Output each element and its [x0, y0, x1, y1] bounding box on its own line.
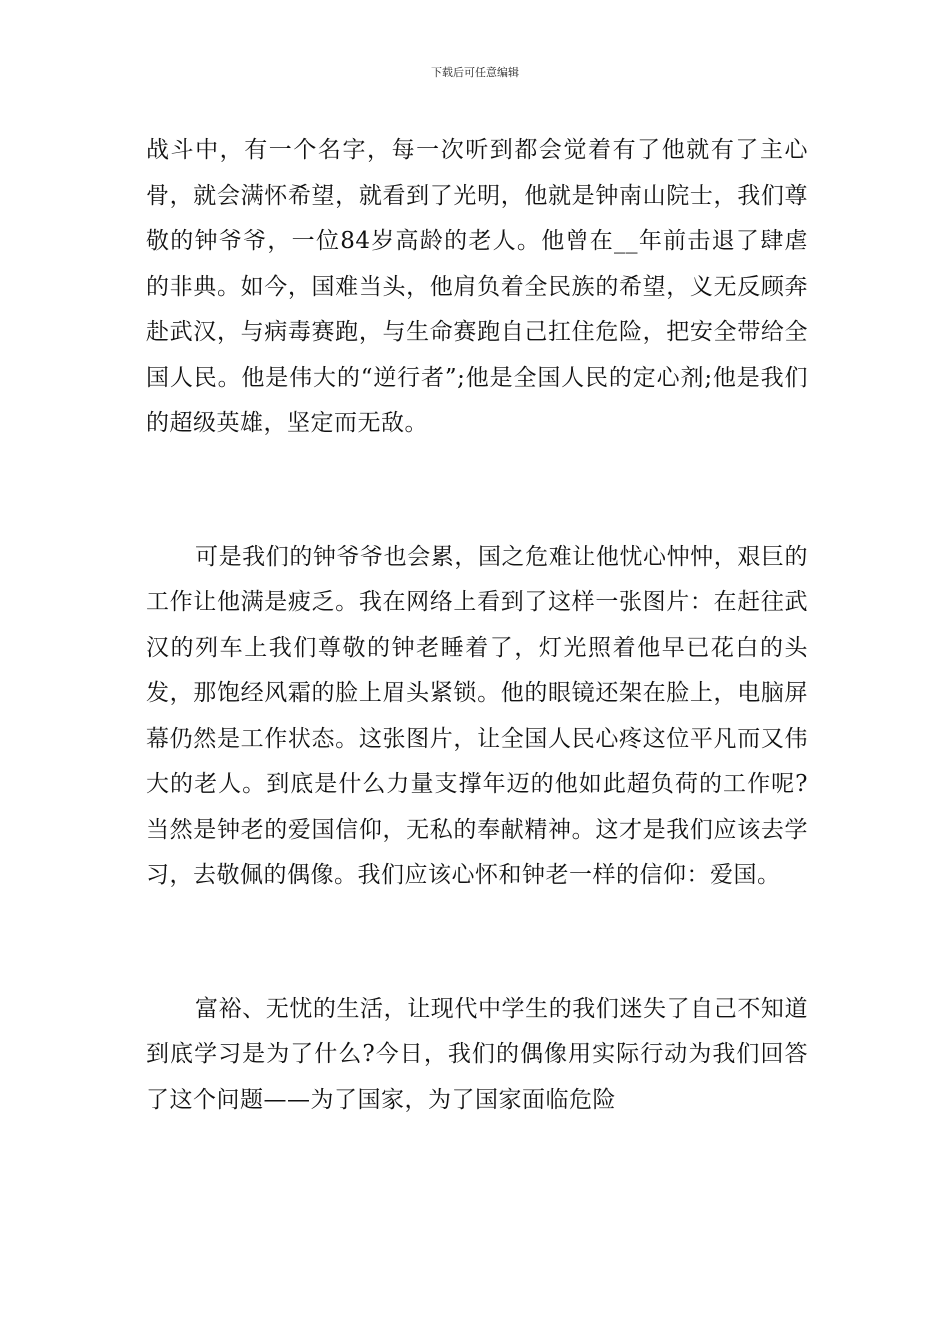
page-header: 下载后可任意编辑	[431, 66, 519, 79]
document-body	[146, 128, 808, 1123]
paragraph-3: 富裕、无忧的生活，让现代中学生的我们迷失了自己不知道到底学习是为了什么?今日，我们的偶像用实际行动为我们回答了这个问题——为了国家，为了国家面临危险	[146, 995, 808, 1113]
paragraph-2: 可是我们的钟爷爷也会累，国之危难让他忧心忡忡，艰巨的工作让他满是疲乏。我在网络上看到了这样一张图片：在赶往武汉的列车上我们尊敬的钟老睡着了，灯光照着他早已花白的头发，那饱经风霜的脸上眉头紧锁。他的眼镜还架在脸上，电脑屏幕仍然是工作状态。这张图片，让全国人民心疼这位平凡而又伟大的老人。到底是什么力量支撑年迈的他如此超负荷的工作呢?当然是钟老的爱国信仰，无私的奉献精神。这才是我们应该去学习，去敬佩的偶像。我们应该心怀和钟老一样的信仰：爱国。	[146, 543, 808, 888]
paragraph-1: 战斗中，有一个名字，每一次听到都会觉着有了他就有了主心骨，就会满怀希望，就看到了光明，他就是钟南山院士，我们尊敬的钟爷爷，一位84岁高龄的老人。他曾在__年前击退了肆虐的非典。如今，国难当头，他肩负着全民族的希望，义无反顾奔赴武汉，与病毒赛跑，与生命赛跑自己扛住危险，把安全带给全国人民。他是伟大的“逆行者”;他是全国人民的定心剂;他是我们的超级英雄，坚定而无敌。	[146, 137, 808, 436]
